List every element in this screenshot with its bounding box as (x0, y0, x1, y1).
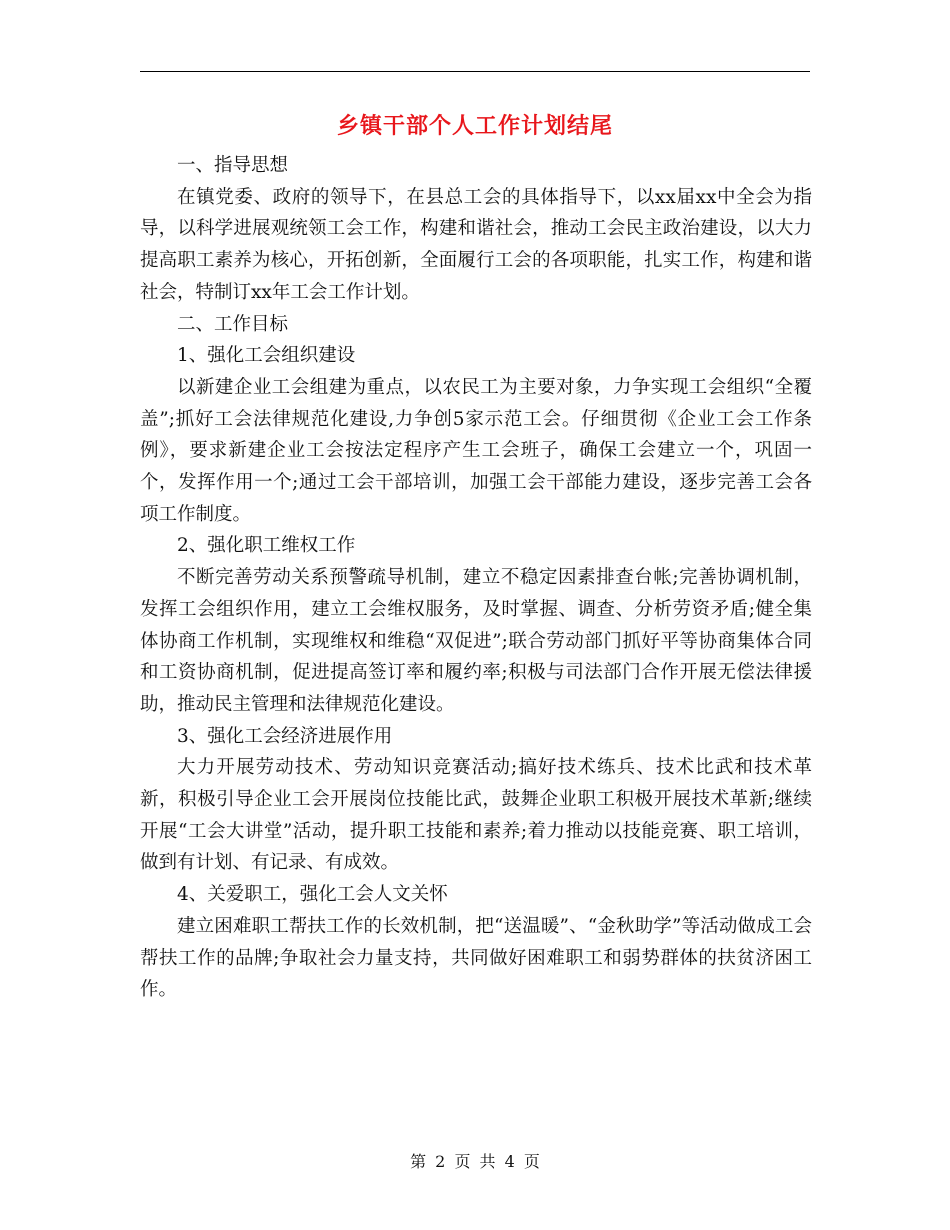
body-paragraph: 建立困难职工帮扶工作的长效机制，把“送温暖”、“金秋助学”等活动做成工会帮扶工作的品牌;争取社会力量支持，共同做好困难职工和弱势群体的扶贫济困工作。 (140, 915, 812, 1001)
subsection-heading: 1、强化工会组织建设 (177, 345, 356, 367)
section-heading: 一、指导思想 (177, 155, 289, 176)
section-heading: 二、工作目标 (177, 313, 289, 335)
page-number: 第 2 页 共 4 页 (410, 1152, 540, 1171)
body-paragraph: 不断完善劳动关系预警疏导机制，建立不稳定因素排查台帐;完善协调机制，发挥工会组织作用，建立工会维权服务，及时掌握、调查、分析劳资矛盾;健全集体协商工作机制，实现维权和维稳“双促进”;联合劳动部门抓好平等协商集体合同和工资协商机制，促进提高签订率和履约率;积极与司法部门合作开展无偿法律援助，推动民主管理和法律规范化建设。 (140, 567, 812, 715)
body-paragraph: 在镇党委、政府的领导下，在县总工会的具体指导下，以xx届xx中全会为指导，以科学进展观统领工会工作，构建和谐社会，推动工会民主政治建设，以大力提高职工素养为核心，开拓创新，全面履行工会的各项职能，扎实工作，构建和谐社会，特制订xx年工会工作计划。 (140, 186, 812, 303)
subsection-heading: 4、关爱职工，强化工会人文关怀 (177, 884, 448, 906)
document-title: 乡镇干部个人工作计划结尾 (336, 113, 613, 139)
body-paragraph: 大力开展劳动技术、劳动知识竞赛活动;搞好技术练兵、技术比武和技术革新，积极引导企业工会开展岗位技能比武，鼓舞企业职工积极开展技术革新;继续开展“工会大讲堂”活动，提升职工技能和素养;着力推动以技能竞赛、职工培训，做到有计划、有记录、有成效。 (140, 757, 812, 874)
document-body (140, 150, 812, 1006)
body-paragraph: 以新建企业工会组建为重点，以农民工为主要对象，力争实现工会组织“全覆盖”;抓好工会法律规范化建设,力争创5家示范工会。仔细贯彻《企业工会工作条例》，要求新建企业工会按法定程序产生工会班子，确保工会建立一个，巩固一个，发挥作用一个;通过工会干部培训，加强工会干部能力建设，逐步完善工会各项工作制度。 (140, 376, 812, 525)
header-rule (140, 71, 810, 72)
subsection-heading: 2、强化职工维权工作 (177, 535, 356, 557)
subsection-heading: 3、强化工会经济进展作用 (177, 725, 393, 747)
